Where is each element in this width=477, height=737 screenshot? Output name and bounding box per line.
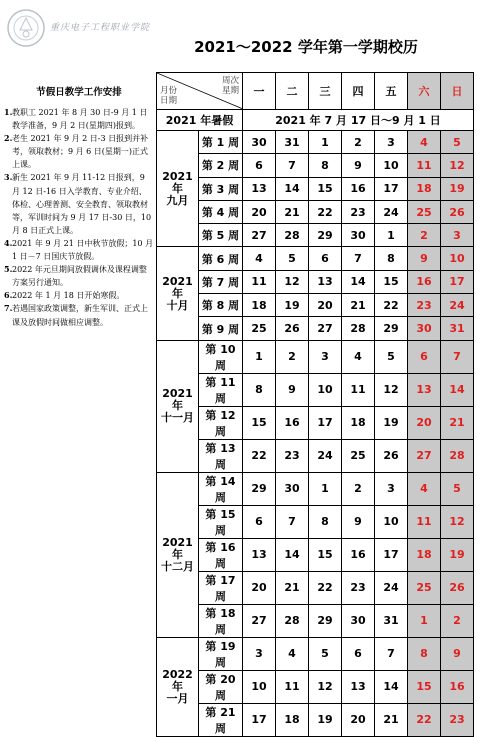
weekend-date-cell: 6: [408, 340, 441, 373]
week-row: [157, 670, 474, 703]
date-cell: 8: [243, 373, 276, 406]
weekend-date-cell: 23: [408, 294, 441, 317]
note-item: [4, 263, 154, 289]
day-header-fri: 五: [375, 73, 408, 110]
note-number: 6.: [4, 290, 13, 301]
corner-week-label: 周次: [221, 76, 239, 86]
date-cell: 25: [342, 439, 375, 472]
corner-date-label: 日期: [160, 96, 178, 106]
date-cell: 8: [375, 247, 408, 270]
weekend-date-cell: 7: [441, 340, 474, 373]
weekend-date-cell: 26: [441, 571, 474, 604]
date-cell: 2: [276, 340, 309, 373]
date-cell: 23: [342, 200, 375, 223]
day-header-wed: 三: [309, 73, 342, 110]
date-cell: 18: [342, 406, 375, 439]
note-text: 教职工 2021 年 8 月 30 日-9 月 1 日教学准备，9 月 2 日(星期四)报到。: [12, 108, 148, 131]
month-name: 十月: [166, 298, 189, 312]
week-label: 第 5 周: [199, 224, 243, 247]
month-name: 十二月: [161, 559, 194, 573]
date-cell: 6: [342, 637, 375, 670]
week-row: [157, 177, 474, 200]
month-name: 一月: [166, 691, 189, 705]
date-cell: 20: [342, 703, 375, 736]
date-cell: 7: [375, 637, 408, 670]
day-header-thu: 四: [342, 73, 375, 110]
date-cell: 28: [276, 604, 309, 637]
week-row: [157, 340, 474, 373]
holiday-notes: [4, 84, 154, 329]
corner-top-label: [222, 76, 239, 96]
date-cell: 17: [309, 406, 342, 439]
week-label: 第 21 周: [199, 703, 243, 736]
week-label: 第 13 周: [199, 439, 243, 472]
weekend-date-cell: 14: [441, 373, 474, 406]
week-row: [157, 406, 474, 439]
date-cell: 18: [276, 703, 309, 736]
week-label: 第 3 周: [199, 177, 243, 200]
note-number: 2.: [4, 133, 13, 144]
note-text: 新生 2021 年 9 月 11-12 日报到，9 月 12 日-16 日入学教育、专业介绍、体检、心理普测、安全教育、领取教材等，军训时间为 9 月 17 日-30 日，10 月 8 日正式上课。: [12, 173, 152, 235]
weekend-date-cell: 9: [408, 247, 441, 270]
date-cell: 10: [243, 670, 276, 703]
date-cell: 29: [243, 472, 276, 505]
week-label: 第 8 周: [199, 294, 243, 317]
date-cell: 6: [243, 154, 276, 177]
school-seal-icon: [6, 8, 46, 48]
date-cell: 11: [342, 373, 375, 406]
date-cell: 31: [375, 604, 408, 637]
month-name: 十一月: [161, 411, 194, 425]
weekend-date-cell: 15: [408, 670, 441, 703]
weekend-date-cell: 16: [441, 670, 474, 703]
date-cell: 20: [243, 200, 276, 223]
date-cell: 21: [276, 571, 309, 604]
date-cell: 3: [375, 131, 408, 154]
header-row: [157, 73, 474, 110]
month-label-cell: [157, 340, 199, 472]
weekend-date-cell: 2: [408, 224, 441, 247]
date-cell: 3: [375, 472, 408, 505]
date-cell: 7: [276, 505, 309, 538]
date-cell: 31: [276, 131, 309, 154]
summer-break-row: [157, 110, 474, 131]
weekend-date-cell: 16: [408, 270, 441, 293]
weekend-date-cell: 22: [408, 703, 441, 736]
week-label: 第 10 周: [199, 340, 243, 373]
weekend-date-cell: 20: [408, 406, 441, 439]
week-label: 第 20 周: [199, 670, 243, 703]
date-cell: 10: [309, 373, 342, 406]
day-header-tue: 二: [276, 73, 309, 110]
day-header-sat: 六: [408, 73, 441, 110]
date-cell: 14: [276, 177, 309, 200]
date-cell: 30: [276, 472, 309, 505]
note-number: 5.: [4, 264, 13, 275]
note-item: [4, 237, 154, 263]
date-cell: 23: [342, 571, 375, 604]
date-cell: 15: [375, 270, 408, 293]
weekend-date-cell: 19: [441, 177, 474, 200]
date-cell: 19: [276, 294, 309, 317]
date-cell: 29: [309, 224, 342, 247]
date-cell: 22: [375, 294, 408, 317]
page-title: 2021～2022 学年第一学期校历: [194, 38, 418, 56]
date-cell: 1: [309, 472, 342, 505]
week-label: 第 17 周: [199, 571, 243, 604]
week-row: [157, 439, 474, 472]
weekend-date-cell: 4: [408, 131, 441, 154]
date-cell: 21: [276, 200, 309, 223]
weekend-date-cell: 5: [441, 472, 474, 505]
weekend-date-cell: 5: [441, 131, 474, 154]
date-cell: 7: [276, 154, 309, 177]
note-text: 若遇国家政策调整，新生军训、正式上课及放假时间做相应调整。: [12, 304, 148, 327]
date-cell: 17: [243, 703, 276, 736]
date-cell: 8: [309, 505, 342, 538]
date-cell: 28: [342, 317, 375, 340]
weekend-date-cell: 25: [408, 571, 441, 604]
date-cell: 5: [375, 340, 408, 373]
date-cell: 16: [342, 538, 375, 571]
date-cell: 13: [342, 670, 375, 703]
date-cell: 1: [375, 224, 408, 247]
date-cell: 14: [342, 270, 375, 293]
week-label: 第 19 周: [199, 637, 243, 670]
weekend-date-cell: 18: [408, 538, 441, 571]
date-cell: 16: [276, 406, 309, 439]
weekend-date-cell: 1: [408, 604, 441, 637]
week-row: [157, 571, 474, 604]
weekend-date-cell: 28: [441, 439, 474, 472]
date-cell: 24: [375, 571, 408, 604]
date-cell: 22: [309, 571, 342, 604]
month-label-cell: [157, 247, 199, 340]
note-item: [4, 289, 154, 302]
date-cell: 20: [243, 571, 276, 604]
note-item: [4, 132, 154, 171]
date-cell: 10: [375, 154, 408, 177]
week-row: [157, 247, 474, 270]
summer-break-label: 2021 年暑假: [157, 110, 243, 131]
weekend-date-cell: 19: [441, 538, 474, 571]
note-text: 2022 年元旦期间放假调休及课程调整方案另行通知。: [12, 265, 147, 288]
corner-header-cell: [157, 73, 243, 110]
note-number: 3.: [4, 172, 13, 183]
date-cell: 24: [309, 439, 342, 472]
month-year: 2022 年: [162, 667, 193, 693]
date-cell: 14: [276, 538, 309, 571]
weekend-date-cell: 25: [408, 200, 441, 223]
weekend-date-cell: 27: [408, 439, 441, 472]
date-cell: 19: [375, 406, 408, 439]
note-text: 2022 年 1 月 18 日开始寒假。: [12, 291, 125, 301]
date-cell: 4: [243, 247, 276, 270]
month-label-cell: [157, 131, 199, 247]
corner-bottom-label: [160, 86, 177, 106]
date-cell: 13: [243, 538, 276, 571]
date-cell: 24: [375, 200, 408, 223]
month-year: 2021 年: [162, 169, 193, 195]
summer-break-range: 2021 年 7 月 17 日～9 月 1 日: [243, 110, 474, 131]
week-label: 第 4 周: [199, 200, 243, 223]
week-row: [157, 317, 474, 340]
school-calendar-table: [156, 72, 474, 737]
date-cell: 7: [342, 247, 375, 270]
date-cell: 17: [375, 177, 408, 200]
date-cell: 28: [276, 224, 309, 247]
date-cell: 3: [243, 637, 276, 670]
week-label: 第 1 周: [199, 131, 243, 154]
date-cell: 27: [243, 604, 276, 637]
date-cell: 15: [309, 177, 342, 200]
week-row: [157, 294, 474, 317]
month-year: 2021 年: [162, 535, 193, 561]
date-cell: 13: [309, 270, 342, 293]
date-cell: 22: [243, 439, 276, 472]
weekend-date-cell: 12: [441, 505, 474, 538]
date-cell: 15: [309, 538, 342, 571]
weekend-date-cell: 30: [408, 317, 441, 340]
date-cell: 22: [309, 200, 342, 223]
weekend-date-cell: 11: [408, 154, 441, 177]
weekend-date-cell: 12: [441, 154, 474, 177]
week-row: [157, 270, 474, 293]
weekend-date-cell: 26: [441, 200, 474, 223]
weekend-date-cell: 4: [408, 472, 441, 505]
note-item: [4, 106, 154, 132]
date-cell: 10: [375, 505, 408, 538]
weekend-date-cell: 9: [441, 637, 474, 670]
week-label: 第 18 周: [199, 604, 243, 637]
date-cell: 5: [309, 637, 342, 670]
date-cell: 21: [342, 294, 375, 317]
weekend-date-cell: 2: [441, 604, 474, 637]
date-cell: 23: [276, 439, 309, 472]
month-year: 2021 年: [162, 274, 193, 300]
week-row: [157, 373, 474, 406]
date-cell: 30: [342, 604, 375, 637]
date-cell: 27: [309, 317, 342, 340]
weekend-date-cell: 23: [441, 703, 474, 736]
weekend-date-cell: 17: [441, 270, 474, 293]
date-cell: 8: [309, 154, 342, 177]
date-cell: 2: [342, 131, 375, 154]
date-cell: 21: [375, 703, 408, 736]
date-cell: 4: [342, 340, 375, 373]
school-name-logotype: 重庆电子工程职业学院: [50, 23, 151, 33]
date-cell: 6: [243, 505, 276, 538]
note-item: [4, 302, 154, 328]
date-cell: 29: [375, 317, 408, 340]
date-cell: 14: [375, 670, 408, 703]
week-row: [157, 637, 474, 670]
date-cell: 2: [342, 472, 375, 505]
date-cell: 1: [309, 131, 342, 154]
week-label: 第 14 周: [199, 472, 243, 505]
weekend-date-cell: 24: [441, 294, 474, 317]
weekend-date-cell: 10: [441, 247, 474, 270]
week-row: [157, 505, 474, 538]
week-label: 第 2 周: [199, 154, 243, 177]
month-year: 2021 年: [162, 387, 193, 413]
note-text: 2021 年 9 月 21 日中秋节放假；10 月 1 日－7 日国庆节放假。: [12, 238, 154, 262]
date-cell: 9: [342, 154, 375, 177]
week-label: 第 9 周: [199, 317, 243, 340]
day-header-sun: 日: [441, 73, 474, 110]
date-cell: 30: [342, 224, 375, 247]
date-cell: 12: [375, 373, 408, 406]
date-cell: 9: [276, 373, 309, 406]
day-header-mon: 一: [243, 73, 276, 110]
date-cell: 26: [276, 317, 309, 340]
date-cell: 16: [342, 177, 375, 200]
weekend-date-cell: 8: [408, 637, 441, 670]
date-cell: 30: [243, 131, 276, 154]
week-row: [157, 604, 474, 637]
week-row: [157, 703, 474, 736]
date-cell: 17: [375, 538, 408, 571]
date-cell: 9: [342, 505, 375, 538]
month-name: 九月: [166, 193, 189, 207]
note-number: 4.: [4, 237, 13, 248]
date-cell: 15: [243, 406, 276, 439]
weekend-date-cell: 31: [441, 317, 474, 340]
corner-weekday-label: 星期: [221, 86, 239, 96]
week-row: [157, 472, 474, 505]
notes-list: [4, 106, 154, 329]
week-row: [157, 200, 474, 223]
date-cell: 25: [243, 317, 276, 340]
note-item: [4, 171, 154, 236]
weekend-date-cell: 18: [408, 177, 441, 200]
weekend-date-cell: 3: [441, 224, 474, 247]
month-label-cell: [157, 472, 199, 637]
date-cell: 12: [276, 270, 309, 293]
week-label: 第 15 周: [199, 505, 243, 538]
date-cell: 1: [243, 340, 276, 373]
week-row: [157, 154, 474, 177]
week-label: 第 7 周: [199, 270, 243, 293]
week-label: 第 11 周: [199, 373, 243, 406]
week-label: 第 16 周: [199, 538, 243, 571]
week-row: [157, 131, 474, 154]
date-cell: 20: [309, 294, 342, 317]
note-text: 老生 2021 年 9 月 2 日-3 日报到并补考，领取教材；9 月 6 日(星期一)正式上课。: [12, 134, 149, 170]
date-cell: 29: [309, 604, 342, 637]
week-row: [157, 224, 474, 247]
date-cell: 26: [375, 439, 408, 472]
month-label-cell: [157, 637, 199, 736]
note-number: 7.: [4, 303, 13, 314]
date-cell: 19: [309, 703, 342, 736]
date-cell: 13: [243, 177, 276, 200]
weekend-date-cell: 13: [408, 373, 441, 406]
date-cell: 6: [309, 247, 342, 270]
week-row: [157, 538, 474, 571]
weekend-date-cell: 21: [441, 406, 474, 439]
date-cell: 27: [243, 224, 276, 247]
date-cell: 11: [276, 670, 309, 703]
weekend-date-cell: 11: [408, 505, 441, 538]
date-cell: 11: [243, 270, 276, 293]
date-cell: 12: [309, 670, 342, 703]
date-cell: 3: [309, 340, 342, 373]
notes-title: 节假日教学工作安排: [36, 87, 122, 98]
corner-month-label: 月份: [160, 86, 178, 96]
date-cell: 5: [276, 247, 309, 270]
date-cell: 18: [243, 294, 276, 317]
week-label: 第 12 周: [199, 406, 243, 439]
week-label: 第 6 周: [199, 247, 243, 270]
date-cell: 4: [276, 637, 309, 670]
note-number: 1.: [4, 107, 13, 117]
